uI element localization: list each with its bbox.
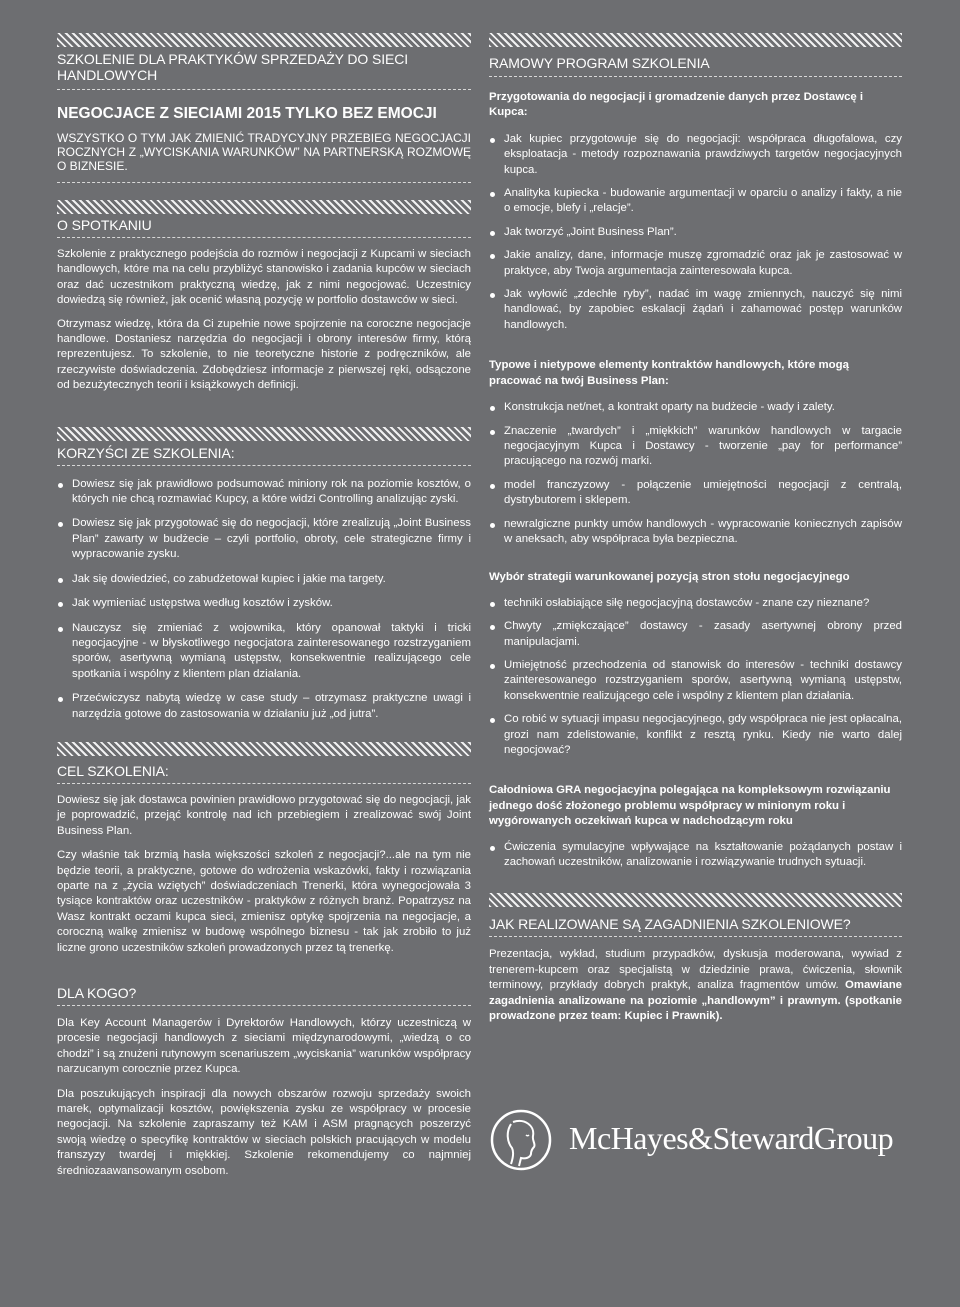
left-column bbox=[57, 0, 471, 956]
methods-text: Prezentacja, wykład, studium przypadków, dyskusja moderowana, wywiad z trenerem-kupcem oraz specjalistą w dziedzinie prawa, ćwiczenia, słownik terminowy, przykłady dobrych praktyk, analiza fragmentów umów. bbox=[489, 948, 902, 992]
list-item: Jak się dowiedzieć, co zabudżetował kupiec i jakie ma targety. bbox=[57, 572, 471, 587]
dashed-divider bbox=[489, 936, 902, 937]
program-list bbox=[489, 596, 902, 759]
methods-text-bold: Omawiane zagadnienia analizowane na poziomie „handlowym” i prawnym. (spotkanie prowadzone przez team: Kupiec i Prawnik). bbox=[489, 979, 902, 1023]
program-section-title: Wybór strategii warunkowanej pozycją stron stołu negocjacyjnego bbox=[489, 571, 850, 584]
methods-heading: JAK REALIZOWANE SĄ ZAGADNIENIA SZKOLENIOWE? bbox=[489, 916, 851, 933]
program-list bbox=[489, 132, 902, 333]
goal-heading: CEL SZKOLENIA: bbox=[57, 762, 169, 779]
list-item: Analityka kupiecka - budowanie argumentacji w oparciu o analizy i fakty, a nie o emocje, blefy i „relacje”. bbox=[489, 186, 902, 217]
list-item: Chwyty „zmiękczające” dostawcy - zasady asertywnej obrony przed manipulacjami. bbox=[489, 619, 902, 650]
audience-heading: DLA KOGO? bbox=[57, 985, 137, 1001]
about-paragraph-2: Otrzymasz wiedzę, która da Ci zupełnie nowe spojrzenie na coroczne negocjacje handlowe. Dostaniesz narzędzia do negocjacji i obrony interesów firmy, którą reprezentujesz. To szkolenie, to nie teoretyczne historie z podręczników, ale rzeczywiste doświadczenia. Zdobędziesz informacje z pierwszej ręki, odsączone od bezużytecznych teorii i książkowych definicji. bbox=[57, 317, 471, 392]
methods-paragraph bbox=[489, 947, 902, 1024]
program-list bbox=[489, 840, 902, 871]
list-item: Jak kupiec przygotowuje się do negocjacji: współpraca długofalowa, czy eksploatacja - metody rozpoznawania prawdziwych targetów negocjacyjnych kupca. bbox=[489, 132, 902, 178]
list-item: techniki osłabiające siłę negocjacyjną dostawców - znane czy nieznane? bbox=[489, 596, 902, 611]
program-section-title: Typowe i nietypowe elementy kontraktów handlowych, które mogą pracować na twój Business Plan: bbox=[489, 359, 849, 387]
hatch-divider bbox=[489, 33, 902, 47]
list-item: Jak wymieniać ustępstwa według kosztów i zysków. bbox=[57, 596, 471, 611]
list-item: Ćwiczenia symulacyjne wpływające na kształtowanie pożądanych postaw i zachowań uczestników, analizowanie i rozwiązywanie trudnych sytuacji. bbox=[489, 840, 902, 871]
dashed-divider bbox=[57, 237, 471, 238]
dashed-divider bbox=[57, 182, 471, 183]
list-item: Jak wyłowić „zdechłe ryby”, nadać im wagę zmiennych, nauczyć się nimi handlować, by zapobiec eskalacji żądań i zahamować postęp warunków handlowych. bbox=[489, 287, 902, 333]
list-item: Konstrukcja net/net, a kontrakt oparty na budżecie - wady i zalety. bbox=[489, 400, 902, 415]
program-list bbox=[489, 400, 902, 547]
dashed-divider bbox=[57, 1005, 471, 1006]
audience-paragraph-1: Dla Key Account Managerów i Dyrektorów Handlowych, którzy uczestniczą w procesie negocjacji handlowych z sieciami międzynarodowymi, „wiedzą o co chodzi” i są znużeni rutynowym scenariuszem „wyciskania” warunków współpracy narzucanym corocznie przez Kupca. bbox=[57, 1017, 471, 1076]
hatch-divider bbox=[57, 427, 471, 441]
benefits-list bbox=[57, 477, 471, 722]
list-item: Jak tworzyć „Joint Business Plan”. bbox=[489, 225, 902, 240]
list-item: model franczyzowy - połączenie umiejętności negocjacji z centralą, dystrybutorem i sklepem. bbox=[489, 478, 902, 509]
list-item: Dowiesz się jak prawidłowo podsumować miniony rok na poziomie kosztów, o których nie chcą rozmawiać Kupcy, a które widzi Controlling analizując zyski. bbox=[57, 477, 471, 508]
about-paragraph-1: Szkolenie z praktycznego podejścia do rozmów i negocjacji z Kupcami w sieciach handlowych, które ma na celu przybliżyć stanowisko i zadania kupców w sieciach oraz dać uczestnikom praktyczną wiedzę, jak z nimi negocjować. Uczestnicy dowiedzą się również, jak ocenić własną pozycję w portfolio dostawców w sieci. bbox=[57, 248, 471, 307]
face-profile-icon bbox=[489, 1108, 553, 1172]
dashed-divider bbox=[57, 465, 471, 466]
list-item: Przećwiczysz nabytą wiedzę w case study – otrzymasz praktyczne uwagi i narzędzia gotowe do zastosowania w działaniu już „od jutra”. bbox=[57, 691, 471, 722]
program-heading: RAMOWY PROGRAM SZKOLENIA bbox=[489, 55, 710, 71]
main-title: NEGOCJACE Z SIECIAMI 2015 TYLKO BEZ EMOCJI bbox=[57, 105, 437, 122]
program-section-title: Przygotowania do negocjacji i gromadzenie danych przez Dostawcę i Kupca: bbox=[489, 91, 864, 119]
program-section-title: Całodniowa GRA negocjacyjna polegająca na kompleksowym rozwiązaniu jednego dość złożonego problemu współpracy w minionym roku i wygórowanych oczekiwań kupca w nadchodzącym roku bbox=[489, 784, 891, 828]
list-item: Nauczysz się zmieniać z wojownika, który opanował taktyki i tricki negocjacyjne - w błyskotliwego negocjatora zainteresowanego rozstrzyganiem sporów, asertywną wymianą ustępstw, konsekwentnie realizującego cele spotkania i wspólny z klientem plan działania. bbox=[57, 621, 471, 683]
benefits-heading: KORZYŚCI ZE SZKOLENIA: bbox=[57, 444, 235, 461]
list-item: Znaczenie „twardych” i „miękkich” warunków handlowych w targacie negocjacyjnym Kupca i Dostawcy - tworzenie „pay for performance” pracującego na rozwój marki. bbox=[489, 424, 902, 470]
subtitle: WSZYSTKO O TYM JAK ZMIENIĆ TRADYCYJNY PRZEBIEG NEGOCJACJI ROCZNYCH Z „WYCISKANIA WARUNKÓW” NA PARTNERSKĄ ROZMOWĘ O BIZNESIE. bbox=[57, 131, 471, 173]
kicker-title: SZKOLENIE DLA PRAKTYKÓW SPRZEDAŻY DO SIECI HANDLOWYCH bbox=[57, 51, 409, 83]
list-item: Umiejętność przechodzenia od stanowisk do interesów - techniki dostawcy zainteresowanego rozstrzyganiem sporów, asertywną wymianą ustępstw, konsekwentnie realizującego cele i wspólny z klientem plan działania. bbox=[489, 658, 902, 704]
audience-paragraph-2: Dla poszukujących inspiracji dla nowych obszarów rozwoju sprzedaży swoich marek, optymalizacji kosztów, powiększenia zysku ze współpracy w procesie negocjacji. Na szkolenie zapraszamy też KAM i ASM pragnących poszerzyć swoją wiedzę o specyfikę kontraktów w sieciach polskich pracujących w modelu franszyzy twardej i miękkiej. Szkolenie rekomendujemy co najmniej średniozaawansowanym osobom. bbox=[57, 1087, 471, 1177]
dashed-divider bbox=[57, 783, 471, 784]
list-item: Co robić w sytuacji impasu negocjacyjnego, gdy współpraca nie jest opłacalna, grozi nam zdelistowanie, konflikt z resztą rynku. Kiedy nie warto dalej negocjować? bbox=[489, 712, 902, 758]
list-item: newralgiczne punkty umów handlowych - wypracowanie koniecznych zapisów w aneksach, aby współpraca była bezpieczna. bbox=[489, 517, 902, 548]
goal-paragraph-2: Czy właśnie tak brzmią hasła większości szkoleń z negocjacji?...ale na tym nie będzie teorii, a praktyczne, gotowe do wdrożenia wskazówki, fakty i rozwiązania oparte na z „życia wziętych” doświadczeniach Trenerki, która wynegocjowała 3 tysiące kontraktów oraz uczestników - praktyków z różnych branż. Popatrzysz na Wasz kontrakt oczami kupca sieci, zmienisz optykę spojrzenia na negocjacje, a coroczną walkę zmienisz w budowę wspólnego biznesu - tak jak zrobiło to już liczne grono uczestników szkoleń prowadzonych przez tą trenerkę. bbox=[57, 849, 471, 954]
dashed-divider bbox=[489, 76, 902, 77]
right-column bbox=[489, 0, 902, 1024]
hatch-divider bbox=[489, 893, 902, 907]
list-item: Jakie analizy, dane, informacje muszę zgromadzić oraz jak je zastosować w praktyce, aby Twoja argumentacja zainteresowała kupca. bbox=[489, 248, 902, 279]
hatch-divider bbox=[57, 33, 471, 47]
audience-section bbox=[57, 985, 471, 1179]
company-logo bbox=[489, 1108, 909, 1172]
about-heading: O SPOTKANIU bbox=[57, 217, 152, 233]
goal-paragraph-1: Dowiesz się jak dostawca powinien prawidłowo przygotować się do negocjacji, jak je poprowadzić, przejąć kontrolę nad ich przebiegiem i zrealizować swój Joint Business Plan. bbox=[57, 793, 471, 837]
list-item: Dowiesz się jak przygotować się do negocjacji, które zrealizują „Joint Business Plan” zawarty w budżecie – czyli portfolio, obroty, cele strategiczne firmy i wypracowanie zysku. bbox=[57, 516, 471, 562]
hatch-divider bbox=[57, 742, 471, 756]
dashed-divider bbox=[57, 89, 471, 90]
logo-wordmark: McHayes&StewardGroup bbox=[569, 1120, 894, 1156]
hatch-divider bbox=[57, 200, 471, 214]
